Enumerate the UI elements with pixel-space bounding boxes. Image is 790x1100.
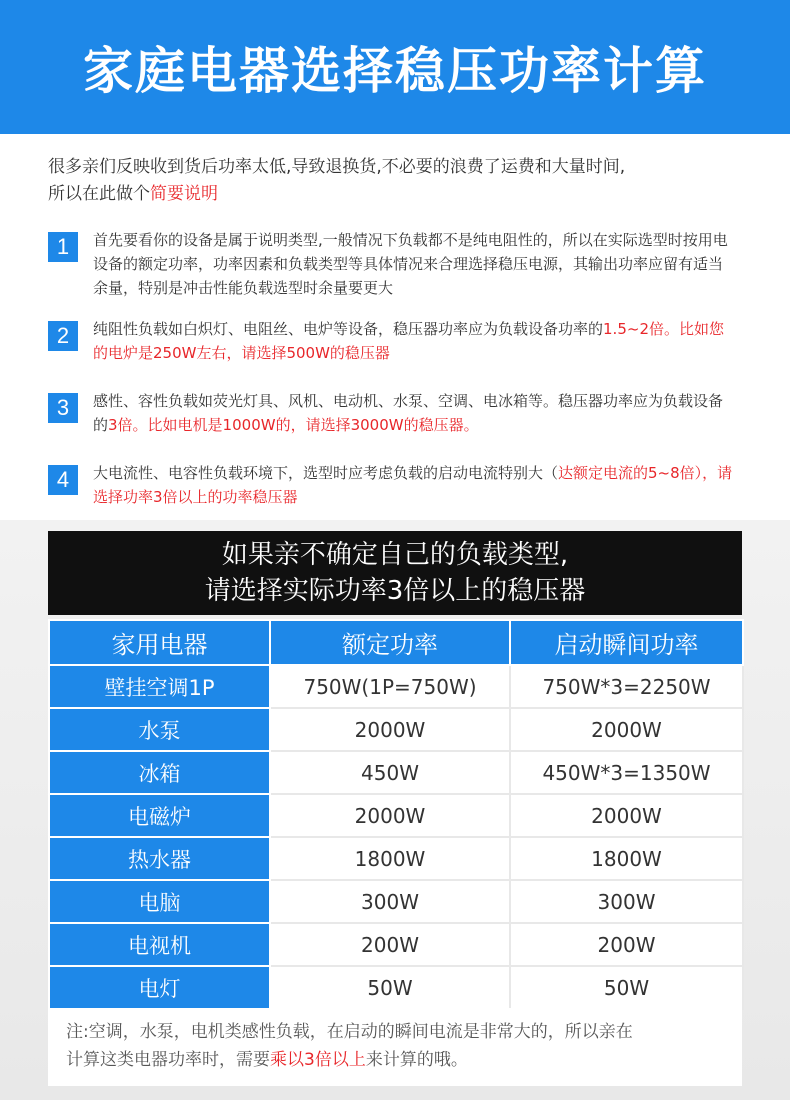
intro-line-2: [48, 181, 748, 208]
rated-power: 450W: [270, 751, 510, 794]
point-text: [93, 317, 733, 365]
appliance-name: 冰箱: [49, 751, 270, 794]
advice-line-2: 请选择实际功率3倍以上的稳压器: [204, 576, 586, 606]
intro-highlight: 简要说明: [150, 184, 218, 204]
startup-power: 300W: [510, 880, 743, 923]
point-body: 感性、容性负载如荧光灯具、风机、电动机、水泵、空调、电冰箱等。稳压器功率应为负载设备的: [93, 392, 724, 434]
appliance-name: 水泵: [49, 708, 270, 751]
point-number-badge: 3: [48, 393, 78, 423]
rated-power: 200W: [270, 923, 510, 966]
startup-power: 1800W: [510, 837, 743, 880]
table-row: [49, 708, 743, 751]
intro-line-1: 很多亲们反映收到货后功率太低,导致退换货,不必要的浪费了运费和大量时间,: [48, 157, 626, 177]
appliance-name: 电灯: [49, 966, 270, 1009]
point-highlight: 达额定电流的5~8倍），请选择功率3倍以上的功率稳压器: [93, 464, 733, 506]
point-number-badge: 1: [48, 232, 78, 262]
appliance-name: 热水器: [49, 837, 270, 880]
advice-line-1: 如果亲不确定自己的负载类型,: [221, 540, 569, 570]
startup-power: 750W*3=2250W: [510, 665, 743, 708]
footnote-prefix: 计算这类电器功率时，需要: [66, 1050, 270, 1070]
table-row: [49, 923, 743, 966]
startup-power: 2000W: [510, 794, 743, 837]
intro-text: [48, 154, 748, 208]
table-row: [49, 665, 743, 708]
column-header-rated-power: 额定功率: [270, 620, 510, 665]
table-header-row: [49, 620, 743, 665]
advice-banner: [48, 531, 742, 615]
point-body: 大电流性、电容性负载环境下，选型时应考虑负载的启动电流特别大（: [93, 464, 559, 482]
startup-power: 50W: [510, 966, 743, 1009]
page-title: 家庭电器选择稳压功率计算: [83, 42, 707, 100]
column-header-appliance: 家用电器: [49, 620, 270, 665]
footnote-suffix: 来计算的哦。: [365, 1050, 468, 1070]
rated-power: 50W: [270, 966, 510, 1009]
appliance-name: 电脑: [49, 880, 270, 923]
appliance-name: 电磁炉: [49, 794, 270, 837]
appliance-power-table: [48, 619, 744, 1010]
column-header-startup-power: 启动瞬间功率: [510, 620, 743, 665]
point-body: 首先要看你的设备是属于说明类型,一般情况下负载都不是纯电阻性的，所以在实际选型时按用电设备的额定功率，功率因素和负载类型等具体情况来合理选择稳压电源，其输出功率应留有适当余量，特别是冲击性能负载选型时余量要更大: [93, 231, 728, 297]
point-text: [93, 228, 733, 300]
footnote-highlight: 乘以3倍以上: [270, 1050, 366, 1070]
footnote-line-1: 注:空调，水泵，电机类感性负载，在启动的瞬间电流是非常大的，所以亲在: [66, 1022, 633, 1042]
startup-power: 2000W: [510, 708, 743, 751]
point-number-badge: 4: [48, 465, 78, 495]
rated-power: 300W: [270, 880, 510, 923]
startup-power: 450W*3=1350W: [510, 751, 743, 794]
point-body: 纯阻性负载如白炽灯、电阻丝、电炉等设备，稳压器功率应为负载设备功率的: [93, 320, 604, 338]
point-highlight: 1.5~2倍。比如您的电炉是250W左右，请选择500W的稳压器: [93, 320, 724, 362]
footnote: [48, 1008, 742, 1086]
rated-power: 2000W: [270, 794, 510, 837]
intro-line-2-prefix: 所以在此做个: [48, 184, 150, 204]
appliance-name: 壁挂空调1P: [49, 665, 270, 708]
table-row: [49, 966, 743, 1009]
rated-power: 2000W: [270, 708, 510, 751]
appliance-name: 电视机: [49, 923, 270, 966]
startup-power: 200W: [510, 923, 743, 966]
point-number-badge: 2: [48, 321, 78, 351]
rated-power: 750W(1P=750W): [270, 665, 510, 708]
table-row: [49, 751, 743, 794]
header-banner: [0, 0, 790, 134]
point-highlight: 3倍。比如电机是1000W的，请选择3000W的稳压器。: [108, 416, 479, 434]
table-row: [49, 837, 743, 880]
rated-power: 1800W: [270, 837, 510, 880]
footnote-line-2: [66, 1046, 724, 1074]
point-text: [93, 389, 733, 437]
point-text: [93, 461, 733, 509]
table-row: [49, 794, 743, 837]
table-row: [49, 880, 743, 923]
